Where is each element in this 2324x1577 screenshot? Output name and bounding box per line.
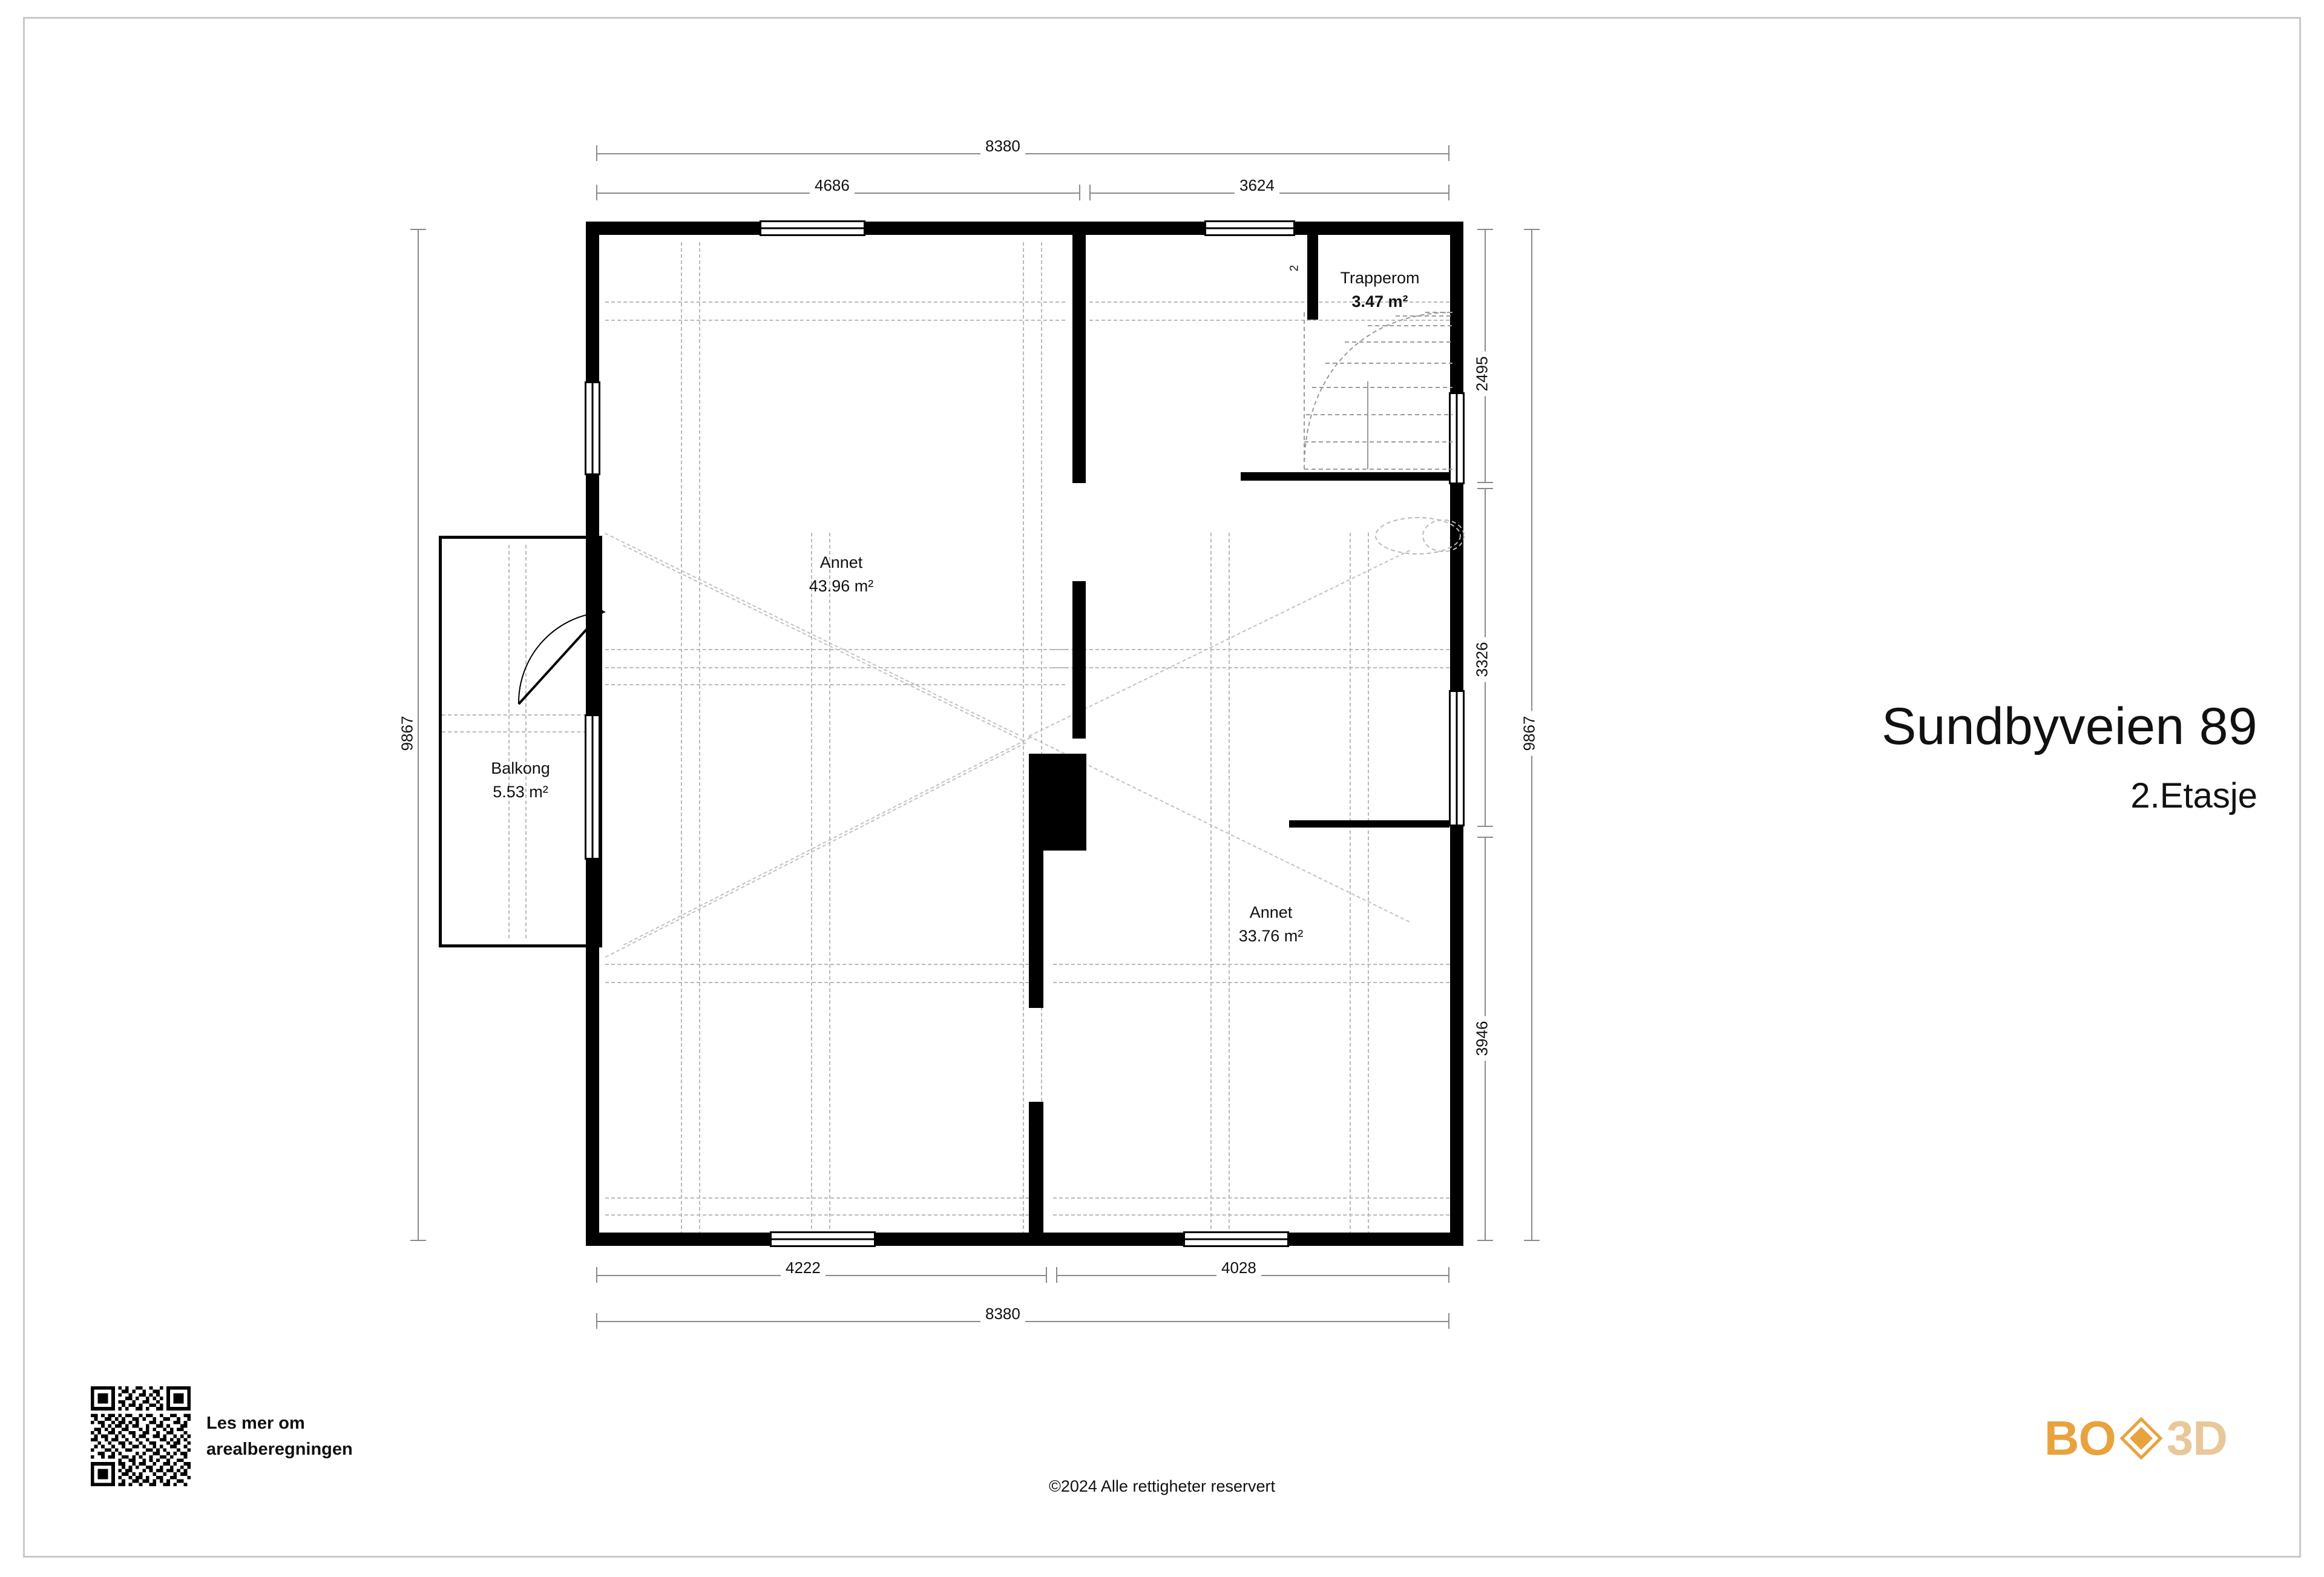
dim-tick: [1448, 145, 1449, 161]
dim-tick: [410, 1240, 426, 1241]
dim-tick: [1477, 837, 1493, 838]
dashed-line: [605, 1214, 1029, 1216]
dim-label-right-top: 2495: [1472, 352, 1491, 397]
interior-wall-mid-vertical: [1072, 581, 1086, 739]
qr-caption: [206, 1411, 353, 1461]
dashed-line: [508, 545, 510, 938]
dim-tick: [596, 145, 597, 161]
dim-label-top-right: 3624: [1235, 176, 1279, 195]
window-top-right: [1204, 220, 1295, 236]
dashed-line: [1053, 982, 1449, 983]
dashed-line: [605, 301, 1065, 303]
dim-tick: [1079, 185, 1080, 200]
dim-label-top-left: 4686: [810, 176, 855, 195]
qr-caption-line1: Les mer om: [206, 1414, 305, 1434]
dashed-line: [1053, 1197, 1449, 1199]
dashed-line: [1210, 533, 1212, 1235]
stair-direction-label: 2: [1288, 265, 1301, 272]
room-label-balkong: Balkong 5.53 m²: [491, 759, 550, 802]
dim-tick: [1524, 229, 1540, 230]
dim-label-bottom-overall: 8380: [980, 1305, 1025, 1323]
chimney-shaft: [1029, 754, 1086, 851]
title-block: [1779, 699, 2257, 816]
exterior-wall-top: [586, 222, 1463, 235]
qr-block[interactable]: [91, 1386, 353, 1486]
dashed-line: [605, 684, 1065, 685]
dim-label-right-mid: 3326: [1472, 637, 1491, 682]
interior-wall-bottom-vertical: [1029, 1102, 1043, 1238]
dim-tick: [596, 1313, 597, 1329]
floor-subtitle: 2.Etasje: [2130, 776, 2257, 816]
dashed-line: [1023, 242, 1024, 1235]
dashed-line: [605, 320, 1065, 321]
dim-tick: [410, 229, 426, 230]
dashed-line: [1053, 667, 1449, 668]
dim-tick: [1477, 488, 1493, 489]
dashed-diagonal: [605, 742, 1026, 958]
dim-line-left-overall: [418, 229, 419, 1241]
interior-wall-lower-vertical: [1029, 851, 1043, 1008]
dashed-line: [699, 242, 700, 1235]
qr-caption-line2: arealberegningen: [206, 1439, 353, 1459]
dashed-line: [605, 1197, 1029, 1199]
dim-tick: [1524, 1240, 1540, 1241]
page-title: Sundbyveien 89: [1881, 697, 2257, 756]
interior-wall-right-ledge: [1289, 820, 1449, 828]
fixture-icon: [1371, 512, 1468, 560]
window-bottom-right: [1183, 1231, 1289, 1247]
dim-tick: [1448, 1313, 1449, 1329]
dashed-diagonal: [1029, 550, 1410, 737]
dim-tick: [596, 1267, 597, 1283]
interior-wall-upper-vertical: [1072, 229, 1086, 483]
room-label-annet-lower: Annet 33.76 m²: [1238, 903, 1304, 946]
dashed-line: [525, 545, 527, 938]
dashed-line: [605, 667, 1065, 668]
diamond-icon: [2119, 1417, 2163, 1460]
dim-label-bottom-left: 4222: [781, 1259, 826, 1277]
dashed-line: [605, 982, 1029, 983]
dim-tick: [1089, 185, 1091, 200]
qr-code-icon[interactable]: [91, 1386, 191, 1486]
dashed-diagonal: [623, 737, 1031, 946]
logo-text-3d: 3D: [2166, 1411, 2227, 1465]
dashed-line: [1053, 1214, 1449, 1216]
dashed-line: [1053, 964, 1449, 965]
dim-label-right-overall: 9867: [1520, 711, 1538, 756]
dashed-line: [1368, 533, 1369, 1235]
dim-label-top-overall: 8380: [980, 137, 1025, 156]
bo3d-logo: [2044, 1411, 2227, 1466]
window-right-lower: [1449, 690, 1465, 826]
dim-tick: [1448, 185, 1449, 200]
dashed-line: [681, 242, 682, 1235]
window-left-upper: [585, 381, 600, 475]
window-left-lower: [585, 714, 600, 860]
dashed-line: [1350, 533, 1351, 1235]
window-bottom-left: [770, 1231, 876, 1247]
dim-tick: [1448, 1267, 1449, 1283]
window-top-left: [760, 220, 865, 236]
room-label-trapperom: Trapperom 3.47 m²: [1340, 269, 1420, 311]
balcony-outline: [439, 536, 602, 947]
dashed-line: [605, 964, 1029, 965]
dashed-line: [1041, 242, 1042, 1235]
dim-tick: [1477, 1240, 1493, 1241]
logo-text-bo: BO: [2044, 1411, 2116, 1465]
dim-tick: [1046, 1267, 1047, 1283]
room-label-annet-upper: Annet 43.96 m²: [809, 553, 874, 596]
dim-label-right-bottom: 3946: [1472, 1016, 1491, 1061]
dashed-line: [442, 731, 599, 733]
dashed-line: [829, 533, 830, 1235]
dim-tick: [1477, 482, 1493, 483]
dim-tick: [1477, 229, 1493, 230]
dashed-line: [1053, 649, 1449, 650]
dim-tick: [1477, 826, 1493, 827]
dashed-line: [442, 714, 599, 716]
dim-label-bottom-right: 4028: [1216, 1259, 1261, 1277]
dim-tick: [1056, 1267, 1057, 1283]
dim-tick: [596, 185, 597, 200]
copyright-text: ©2024 Alle rettigheter reservert: [1048, 1477, 1276, 1495]
dim-label-left-overall: 9867: [398, 711, 416, 756]
exterior-wall-bottom: [586, 1233, 1463, 1246]
